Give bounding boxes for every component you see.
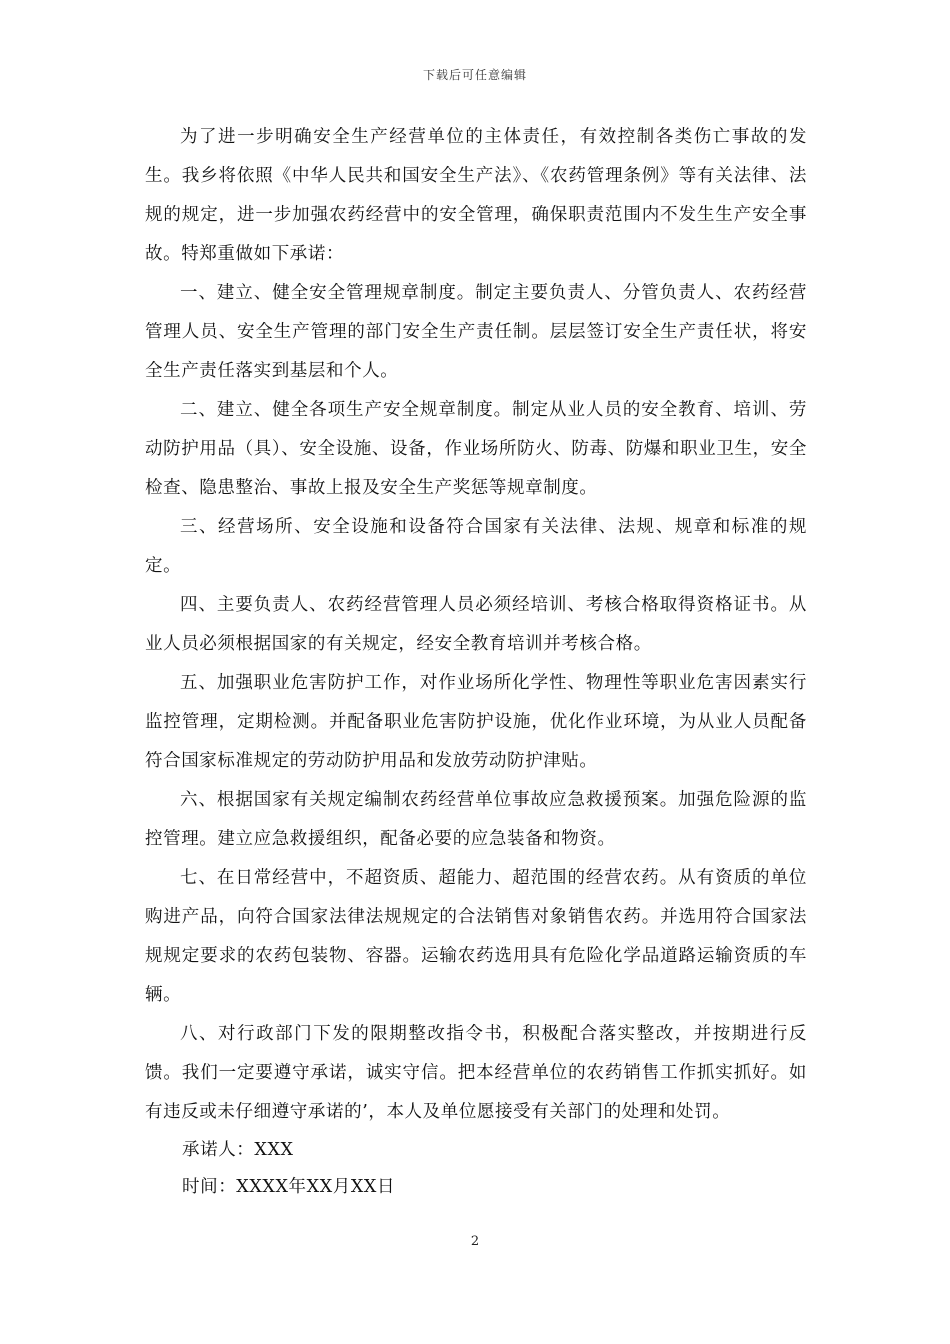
header-note: 下载后可任意编辑 (422, 68, 527, 82)
commitment-paragraph-1: 一、建立、健全安全管理规章制度。制定主要负责人、分管负责人、农药经营管理人员、安全生产管理的部门安全生产责任制。层层签订安全生产责任状，将安全生产责任落实到基层和个人。 (145, 283, 807, 381)
commitment-paragraph-8: 八、对行政部门下发的限期整改指令书，积极配合落实整改，并按期进行反馈。我们一定要遵守承诺，诚实守信。把本经营单位的农药销售工作抓实抓好。如有违反或未仔细遵守承诺的’，本人及单位愿接受有关部门的处理和处罚。 (145, 1024, 807, 1122)
commitment-paragraph-2: 二、建立、健全各项生产安全规章制度。制定从业人员的安全教育、培训、劳动防护用品（具）、安全设施、设备，作业场所防火、防毒、防爆和职业卫生，安全检查、隐患整治、事故上报及安全生产奖惩等规章制度。 (145, 400, 807, 498)
commitment-paragraph-7: 七、在日常经营中，不超资质、超能力、超范围的经营农药。从有资质的单位购进产品，向符合国家法律法规规定的合法销售对象销售农药。并选用符合国家法规规定要求的农药包装物、容器。运输农药选用具有危险化学品道路运输资质的车辆。 (145, 868, 807, 1005)
signature-block (182, 1132, 395, 1206)
document-body (145, 118, 807, 1132)
commitment-paragraph-5: 五、加强职业危害防护工作，对作业场所化学性、物理性等职业危害因素实行监控管理，定期检测。并配备职业危害防护设施，优化作业环境，为从业人员配备符合国家标准规定的劳动防护用品和发放劳动防护津贴。 (145, 673, 807, 771)
intro-paragraph: 为了进一步明确安全生产经营单位的主体责任，有效控制各类伤亡事故的发生。我乡将依照《中华人民共和国安全生产法》、《农药管理条例》等有关法律、法规的规定，进一步加强农药经营中的安全管理，确保职责范围内不发生生产安全事故。特郑重做如下承诺： (145, 127, 807, 264)
commitment-paragraph-6: 六、根据国家有关规定编制农药经营单位事故应急救援预案。加强危险源的监控管理。建立应急救援组织，配备必要的应急装备和物资。 (145, 790, 807, 849)
commitment-paragraph-4: 四、主要负责人、农药经营管理人员必须经培训、考核合格取得资格证书。从业人员必须根据国家的有关规定，经安全教育培训并考核合格。 (145, 595, 807, 654)
promiser-line: 承诺人：XXX (182, 1140, 294, 1160)
page-number: 2 (470, 1234, 480, 1249)
date-line: 时间：XXXX年XX月XX日 (182, 1177, 396, 1197)
commitment-paragraph-3: 三、经营场所、安全设施和设备符合国家有关法律、法规、规章和标准的规定。 (145, 517, 807, 576)
